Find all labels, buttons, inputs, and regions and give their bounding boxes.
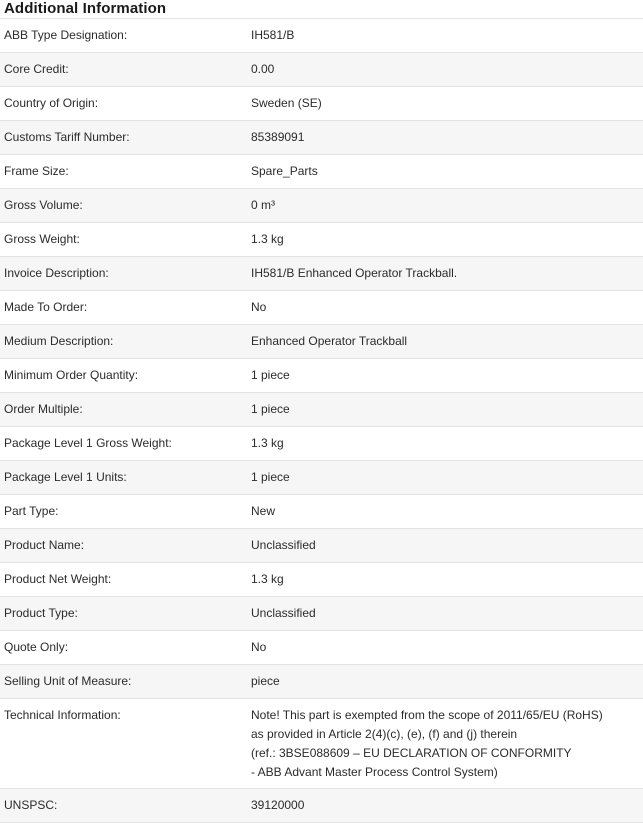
table-row [0, 495, 643, 529]
row-value: Note! This part is exempted from the scope of 2011/65/EU (RoHS) as provided in Article 2(4)(c), (e), (f) and (j) therein (ref.: 3BSE088609 – EU DECLARATION OF CONFORMITY - ABB Advant Master Process Control System) [251, 708, 603, 779]
row-label: Quote Only: [4, 640, 69, 654]
table-row [0, 631, 643, 665]
row-value: 1.3 kg [251, 436, 284, 450]
row-value: piece [251, 674, 280, 688]
row-value: 39120000 [251, 798, 305, 812]
row-value: 1.3 kg [251, 232, 284, 246]
table-row [0, 189, 643, 223]
table-row [0, 359, 643, 393]
row-value: 85389091 [251, 130, 305, 144]
row-value: Unclassified [251, 538, 316, 552]
section-title: Additional Information [4, 0, 167, 17]
table-row [0, 325, 643, 359]
row-label: Part Type: [4, 504, 59, 518]
table-row [0, 223, 643, 257]
table-row [0, 291, 643, 325]
row-label: Selling Unit of Measure: [4, 674, 132, 688]
attributes-table [0, 18, 643, 823]
row-value: 0.00 [251, 62, 275, 76]
row-label: UNSPSC: [4, 798, 58, 812]
row-value: Sweden (SE) [251, 96, 322, 110]
row-label: Gross Weight: [4, 232, 80, 246]
table-row [0, 529, 643, 563]
row-label: Package Level 1 Gross Weight: [4, 436, 172, 450]
row-label: Customs Tariff Number: [4, 130, 130, 144]
table-row [0, 19, 643, 53]
row-value: 1.3 kg [251, 572, 284, 586]
row-label: Medium Description: [4, 334, 114, 348]
row-label: Made To Order: [4, 300, 88, 314]
row-value: IH581/B [251, 28, 295, 42]
row-value: 1 piece [251, 402, 290, 416]
table-row [0, 155, 643, 189]
row-label: ABB Type Designation: [4, 28, 128, 42]
row-value: 1 piece [251, 368, 290, 382]
table-row [0, 257, 643, 291]
row-label: Product Net Weight: [4, 572, 112, 586]
table-row [0, 53, 643, 87]
table-row [0, 699, 643, 789]
table-row [0, 87, 643, 121]
row-value: New [251, 504, 276, 518]
row-value: 0 m³ [251, 198, 275, 212]
table-row [0, 427, 643, 461]
table-row [0, 597, 643, 631]
row-value: No [251, 640, 267, 654]
row-label: Core Credit: [4, 62, 69, 76]
row-label: Package Level 1 Units: [4, 470, 127, 484]
row-label: Frame Size: [4, 164, 69, 178]
row-label: Country of Origin: [4, 96, 99, 110]
row-value: No [251, 300, 267, 314]
table-row [0, 461, 643, 495]
row-label: Minimum Order Quantity: [4, 368, 139, 382]
row-label: Technical Information: [4, 708, 121, 722]
table-row [0, 121, 643, 155]
row-label: Invoice Description: [4, 266, 109, 280]
table-row [0, 789, 643, 823]
row-value: Spare_Parts [251, 164, 318, 178]
row-value: Unclassified [251, 606, 316, 620]
table-row [0, 563, 643, 597]
row-label: Gross Volume: [4, 198, 83, 212]
row-label: Product Name: [4, 538, 85, 552]
row-label: Order Multiple: [4, 402, 83, 416]
row-value: Enhanced Operator Trackball [251, 334, 408, 348]
row-label: Product Type: [4, 606, 78, 620]
row-value: 1 piece [251, 470, 290, 484]
table-row [0, 665, 643, 699]
table-row [0, 393, 643, 427]
row-value: IH581/B Enhanced Operator Trackball. [251, 266, 458, 280]
